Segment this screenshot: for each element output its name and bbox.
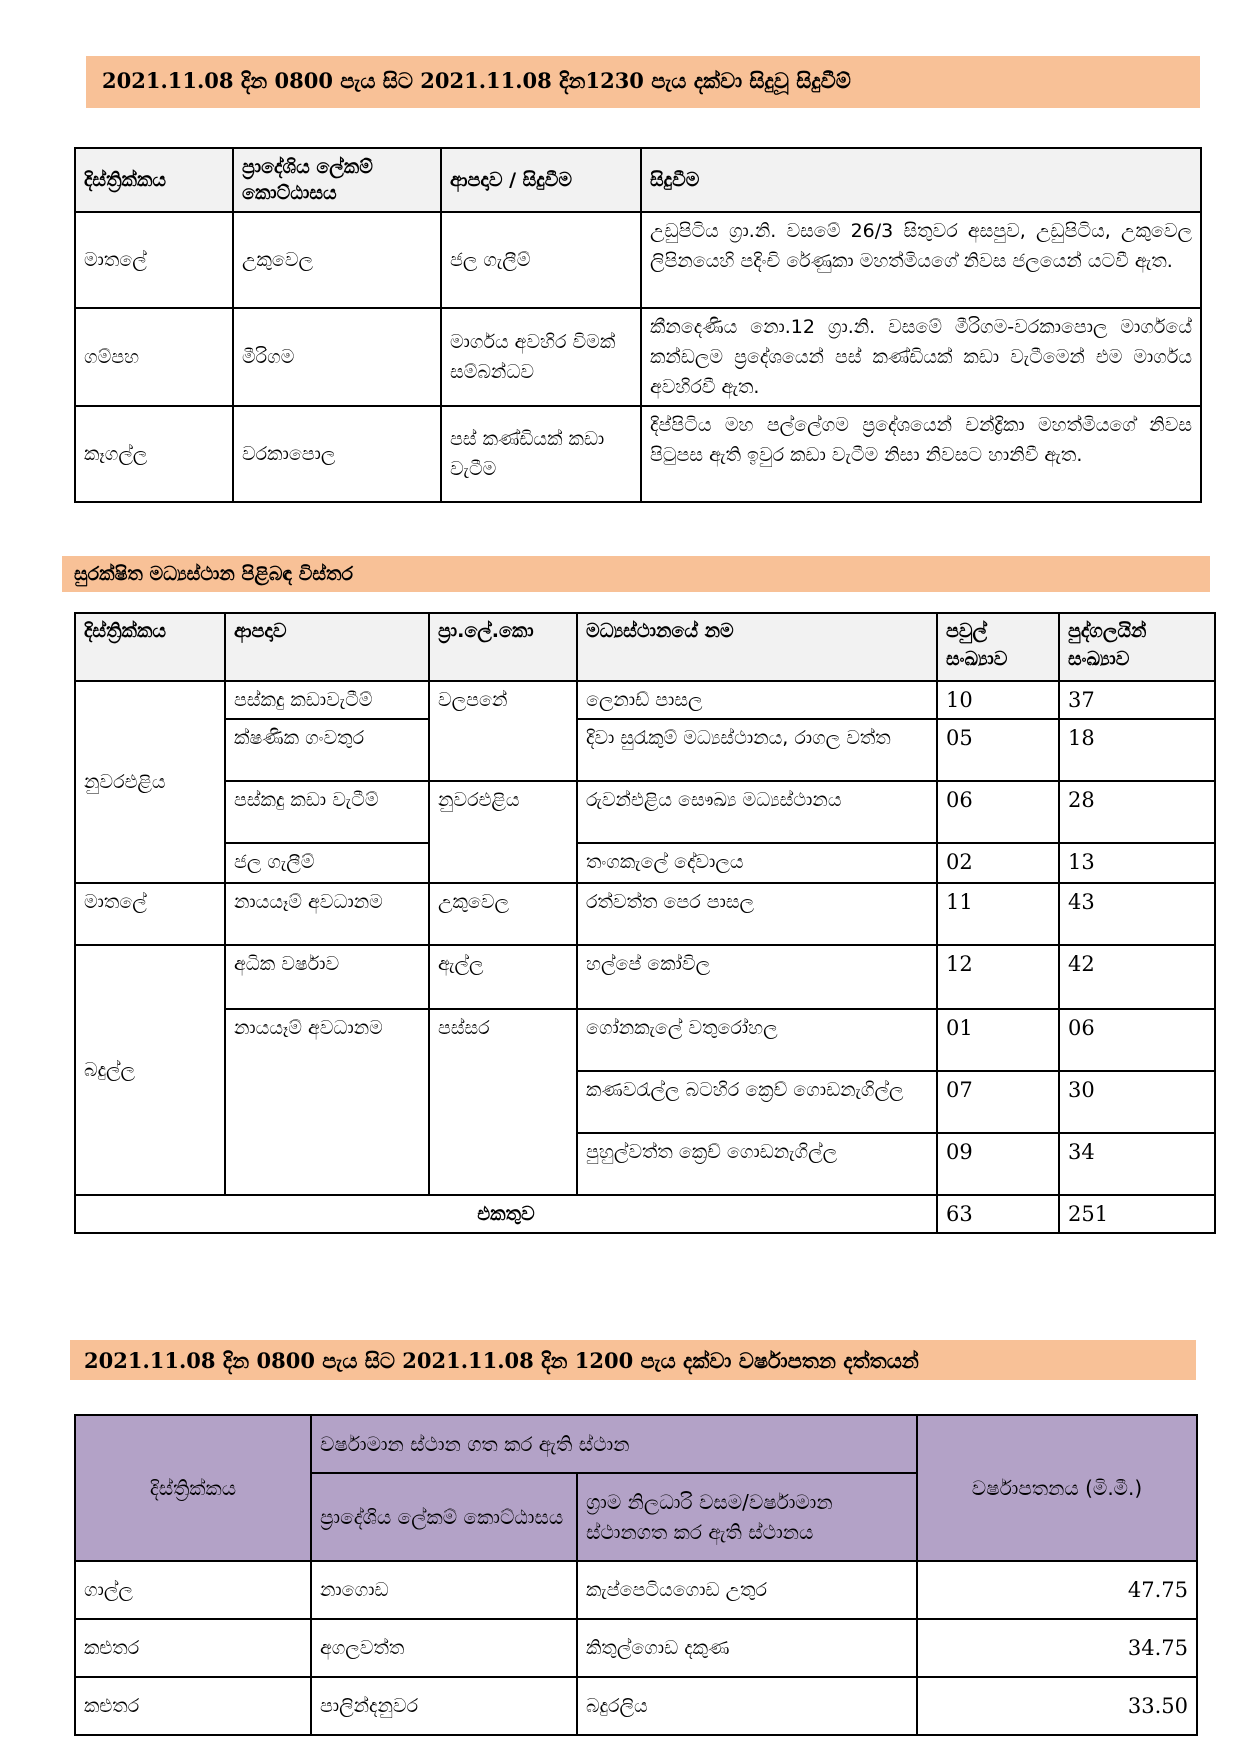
column-header: මධ්‍යස්ථානයේ නම (577, 613, 937, 681)
centre-name-cell: රුවන්එළිය සෞඛ්‍ය මධ්‍යස්ථානය (577, 781, 937, 843)
district-cell: මාතලේ (75, 212, 233, 308)
centre-name-cell: තංගකැලේ දේවාලය (577, 843, 937, 883)
persons-cell: 06 (1059, 1009, 1215, 1071)
hazard-cell: පස්කදු කඩාවැටීම් (225, 681, 429, 719)
table-header-row (75, 1415, 1197, 1473)
shelters-table (74, 612, 1216, 1234)
centre-name-cell: පුහුල්වත්ත ක්‍රෙච් ගොඩනැගිල්ල (577, 1133, 937, 1195)
table-row (75, 883, 1215, 945)
total-families: 63 (937, 1195, 1059, 1233)
families-cell: 06 (937, 781, 1059, 843)
centre-name-cell: හල්පේ කෝවිල (577, 945, 937, 1009)
ds-division-cell: නුවරඑළිය (429, 781, 577, 883)
table-row (75, 406, 1201, 502)
column-header: ආපදාව / සිදුවීම (441, 148, 641, 212)
ds-division-cell: උකුවෙල (429, 883, 577, 945)
families-cell: 11 (937, 883, 1059, 945)
ds-division-cell: පාලින්දනුවර (311, 1677, 577, 1735)
persons-cell: 13 (1059, 843, 1215, 883)
hazard-cell: පස්කදු කඩා වැටීම් (225, 781, 429, 843)
centre-name-cell: ගෝනකැලේ වතුරෝහල (577, 1009, 937, 1071)
table-row (75, 781, 1215, 843)
ds-division-cell: වරකාපොල (233, 406, 441, 502)
district-cell: ගම්පහ (75, 308, 233, 406)
persons-cell: 30 (1059, 1071, 1215, 1133)
table-row (75, 1619, 1197, 1677)
column-header-located: වර්ෂාමාන ස්ථාන ගත කර ඇති ස්ථාන (311, 1415, 917, 1473)
column-header: ප්‍රාදේශිය ලේකම් කොට්ඨාසය (233, 148, 441, 212)
rainfall-value-cell: 47.75 (917, 1561, 1197, 1619)
column-header-gn: ග්‍රාම නිලධාරි වසම/වර්ෂාමාන ස්ථානගත කර ඇති ස්ථානය (577, 1473, 917, 1561)
incident-description-cell: කීනදෙණිය නො.12 ග්‍රා.නි. වසමේ මීරිගම-වරකාපොල මාර්ගයේ කන්ඩලම ප්‍රදේශයෙන් පස් කණ්ඩියක් කඩා වැටීමෙන් එම මාර්ගය අවහිරවී ඇත. (641, 308, 1201, 406)
table-row (75, 719, 1215, 781)
table-row (75, 681, 1215, 719)
ds-division-cell: මීරිගම (233, 308, 441, 406)
ds-division-cell: අගලවත්ත (311, 1619, 577, 1677)
persons-cell: 43 (1059, 883, 1215, 945)
district-cell: කළුතර (75, 1677, 311, 1735)
persons-cell: 37 (1059, 681, 1215, 719)
gn-division-cell: කිතුල්ගොඩ දකුණ (577, 1619, 917, 1677)
district-cell: ගාල්ල (75, 1561, 311, 1619)
column-header: සිදුවීම (641, 148, 1201, 212)
persons-cell: 34 (1059, 1133, 1215, 1195)
table-row (75, 308, 1201, 406)
families-cell: 02 (937, 843, 1059, 883)
column-header: පුද්ගලයින් සංඛ්‍යාව (1059, 613, 1215, 681)
centre-name-cell: කණවරැල්ල බටහිර ක්‍රෙච් ගොඩනැගිල්ල (577, 1071, 937, 1133)
families-cell: 01 (937, 1009, 1059, 1071)
district-cell: කෑගල්ල (75, 406, 233, 502)
centre-name-cell: ලෙනාඩ් පාසල (577, 681, 937, 719)
district-cell: මාතලේ (75, 883, 225, 945)
table-row (75, 843, 1215, 883)
hazard-cell: ජල ගැලීම් (441, 212, 641, 308)
column-header: දිස්ත්‍රික්කය (75, 148, 233, 212)
centre-name-cell: දිවා සුරැකුම් මධ්‍යස්ථානය, රාගල වත්ත (577, 719, 937, 781)
persons-cell: 42 (1059, 945, 1215, 1009)
incident-description-cell: උඩුපිටිය ග්‍රා.නි. වසමේ 26/3 සිතුවර අසපුව, උඩුපිටිය, උකුවෙල ලිපිනයෙහි පදිංචි රේණුකා මහත්මියගේ නිවස ජලයෙන් යටවී ඇත. (641, 212, 1201, 308)
total-row (75, 1195, 1215, 1233)
rainfall-heading: 2021.11.08 දින 0800 පැය සිට 2021.11.08 දින 1200 පැය දක්වා වර්ෂාපතන දත්තයන් (70, 1340, 1196, 1380)
table-row (75, 212, 1201, 308)
hazard-cell: නායයෑම් අවධානම (225, 1009, 429, 1195)
column-header-district: දිස්ත්‍රික්කය (75, 1415, 311, 1561)
ds-division-cell: නාගොඩ (311, 1561, 577, 1619)
centre-name-cell: රත්වත්ත පෙර පාසල (577, 883, 937, 945)
district-cell: නුවරඑළිය (75, 681, 225, 883)
total-persons: 251 (1059, 1195, 1215, 1233)
rainfall-value-cell: 34.75 (917, 1619, 1197, 1677)
total-label: එකතුව (75, 1195, 937, 1233)
column-header: ප්‍රා.ලේ.කො (429, 613, 577, 681)
ds-division-cell: ඇල්ල (429, 945, 577, 1009)
persons-cell: 28 (1059, 781, 1215, 843)
table-row (75, 1677, 1197, 1735)
shelters-heading: සුරක්ෂිත මධ්‍යස්ථාන පිළිබඳ විස්තර (62, 556, 1210, 592)
families-cell: 10 (937, 681, 1059, 719)
column-header: පවුල් සංඛ්‍යාව (937, 613, 1059, 681)
rainfall-value-cell: 33.50 (917, 1677, 1197, 1735)
families-cell: 12 (937, 945, 1059, 1009)
rainfall-table (74, 1414, 1198, 1736)
families-cell: 07 (937, 1071, 1059, 1133)
column-header-ds: ප්‍රාදේශිය ලේකම් කොට්ඨාසය (311, 1473, 577, 1561)
incident-description-cell: දිප්පිටිය මහ පල්ලේගම ප්‍රදේශයෙන් චන්ද්‍රිකා මහත්මියගේ නිවස පිටුපස ඇති ඉවුර කඩා වැටීම නිසා නිවසට හානිවී ඇත. (641, 406, 1201, 502)
incidents-heading: 2021.11.08 දින 0800 පැය සිට 2021.11.08 දින1230 පැය දක්වා සිදුවූ සිදුවීම් (86, 56, 1200, 108)
hazard-cell: නායයෑම් අවධානම (225, 883, 429, 945)
table-row (75, 945, 1215, 1009)
families-cell: 05 (937, 719, 1059, 781)
ds-division-cell: පස්සර (429, 1009, 577, 1195)
table-row (75, 1009, 1215, 1071)
ds-division-cell: වලපනේ (429, 681, 577, 781)
district-cell: බදුල්ල (75, 945, 225, 1195)
hazard-cell: ක්ෂණික ගංවතුර (225, 719, 429, 781)
hazard-cell: පස් කණ්ඩියක් කඩා වැටීම (441, 406, 641, 502)
gn-division-cell: බදුරලිය (577, 1677, 917, 1735)
hazard-cell: මාර්ගය අවහිර විමක් සම්බන්ධව (441, 308, 641, 406)
column-header: දිස්ත්‍රික්කය (75, 613, 225, 681)
table-header-row (75, 148, 1201, 212)
hazard-cell: ජල ගැලීම් (225, 843, 429, 883)
ds-division-cell: උකුවෙල (233, 212, 441, 308)
table-header-row (75, 613, 1215, 681)
incidents-table (74, 147, 1202, 503)
persons-cell: 18 (1059, 719, 1215, 781)
column-header: ආපදාව (225, 613, 429, 681)
families-cell: 09 (937, 1133, 1059, 1195)
column-header-rainfall: වර්ෂාපතනය (මි.මී.) (917, 1415, 1197, 1561)
hazard-cell: අධික වර්ෂාව (225, 945, 429, 1009)
district-cell: කළුතර (75, 1619, 311, 1677)
gn-division-cell: කැප්පෙටියගොඩ උතුර (577, 1561, 917, 1619)
table-row (75, 1561, 1197, 1619)
